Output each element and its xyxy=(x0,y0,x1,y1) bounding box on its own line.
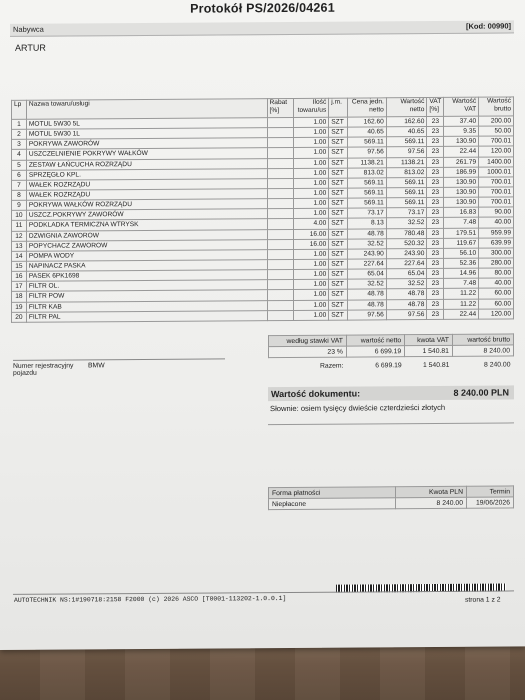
row-name: POKRYWA ZAWORÓW xyxy=(26,138,267,150)
row-vat-value: 7.48 xyxy=(444,278,479,288)
row-unit: SZT xyxy=(329,269,348,279)
row-gross: 50.00 xyxy=(479,126,514,136)
row-qty: 1.00 xyxy=(294,310,329,320)
row-unit: SZT xyxy=(329,127,348,137)
row-price: 569.11 xyxy=(348,178,387,188)
payment-amount-header: Kwota PLN xyxy=(396,486,467,497)
document-value-label: Wartość dokumentu: xyxy=(271,388,361,400)
row-price: 569.11 xyxy=(348,137,387,147)
row-vat-value: 179.51 xyxy=(444,228,479,238)
row-price: 243.90 xyxy=(348,249,387,259)
row-unit: SZT xyxy=(329,158,348,168)
row-vat-pct: 23 xyxy=(427,248,444,258)
row-price: 48.78 xyxy=(348,299,387,309)
row-lp: 13 xyxy=(12,241,27,251)
row-vat-pct: 23 xyxy=(427,289,444,299)
col-net: Wartość netto xyxy=(386,98,427,117)
row-unit: SZT xyxy=(329,208,348,218)
row-name: WAŁEK ROZRZĄDU xyxy=(26,189,267,201)
row-net: 569.11 xyxy=(386,177,427,187)
row-price: 97.56 xyxy=(348,147,387,157)
row-price: 48.78 xyxy=(348,289,387,299)
row-net: 48.78 xyxy=(386,289,427,299)
row-unit: SZT xyxy=(329,198,348,208)
row-vat-value: 14.96 xyxy=(444,268,479,278)
row-lp: 12 xyxy=(12,231,27,241)
row-vat-value: 130.90 xyxy=(444,197,479,207)
row-lp: 16 xyxy=(12,271,27,281)
row-rabat xyxy=(267,158,294,168)
row-gross: 700.01 xyxy=(479,177,514,187)
row-qty: 1.00 xyxy=(294,208,329,218)
col-rabat: Rabat [%] xyxy=(267,98,294,117)
row-vat-value: 261.79 xyxy=(444,157,479,167)
row-lp: 3 xyxy=(12,140,27,150)
row-name: POKRYWA WAŁKÓW ROZRZĄDU xyxy=(26,199,267,211)
row-net: 97.56 xyxy=(386,147,427,157)
row-gross: 120.00 xyxy=(479,146,514,156)
row-lp: 7 xyxy=(12,180,27,190)
row-rabat xyxy=(267,209,294,219)
summary-gross-header: wartość brutto xyxy=(452,334,513,345)
summary-net: 6 699.19 xyxy=(346,346,404,357)
payment-form-header: Forma płatności xyxy=(269,487,396,499)
row-qty: 1.00 xyxy=(294,300,329,310)
row-qty: 1.00 xyxy=(294,259,329,269)
row-name: POMPA WODY xyxy=(26,249,267,261)
row-qty: 4.00 xyxy=(294,219,329,229)
row-name: USZCZ.POKRYWY ZAWORÓW xyxy=(26,209,267,221)
row-net: 162.60 xyxy=(386,117,427,127)
row-vat-value: 22.44 xyxy=(444,147,479,157)
payment-form: Niepłacone xyxy=(269,498,396,510)
row-rabat xyxy=(267,188,294,198)
row-lp: 11 xyxy=(12,221,27,231)
row-unit: SZT xyxy=(329,117,348,127)
row-lp: 6 xyxy=(12,170,27,180)
col-price: Cena jedn. netto xyxy=(348,98,387,117)
row-vat-value: 9.35 xyxy=(444,126,479,136)
row-qty: 16.00 xyxy=(294,239,329,249)
summary-total-gross: 8 240.00 xyxy=(484,360,511,369)
row-name: ZESTAW ŁAŃCUCHA ROZRZĄDU xyxy=(26,158,267,170)
row-rabat xyxy=(267,310,294,320)
row-lp: 10 xyxy=(12,211,27,221)
row-rabat xyxy=(267,259,294,269)
row-gross: 700.01 xyxy=(479,197,514,207)
row-unit: SZT xyxy=(329,229,348,239)
row-price: 569.11 xyxy=(348,188,387,198)
row-vat-value: 11.22 xyxy=(444,299,479,309)
row-vat-value: 56.10 xyxy=(444,248,479,258)
row-net: 1138.21 xyxy=(386,157,427,167)
summary-gross: 8 240.00 xyxy=(452,345,513,356)
row-gross: 60.00 xyxy=(479,288,514,298)
row-name: PASEK 6PK1698 xyxy=(26,270,267,282)
table-row xyxy=(12,309,514,323)
registration-label: Numer rejestracyjny pojazdu xyxy=(13,362,74,377)
row-net: 569.11 xyxy=(386,137,427,147)
customer-code: [Kod: 00990] xyxy=(465,21,511,31)
row-price: 32.52 xyxy=(348,279,387,289)
row-vat-value: 130.90 xyxy=(444,187,479,197)
buyer-name: ARTUR xyxy=(15,42,46,53)
row-name: SPRZĘGŁO KPL. xyxy=(26,168,267,180)
registration-block xyxy=(13,358,225,376)
row-vat-pct: 23 xyxy=(427,258,444,268)
row-gross: 60.00 xyxy=(479,298,514,308)
row-rabat xyxy=(267,178,294,188)
row-net: 813.02 xyxy=(386,167,427,177)
row-vat-pct: 23 xyxy=(427,228,444,238)
row-vat-pct: 23 xyxy=(427,116,444,126)
row-rabat xyxy=(267,219,294,229)
vat-summary-table xyxy=(268,333,514,374)
row-qty: 1.00 xyxy=(294,269,329,279)
row-vat-value: 7.48 xyxy=(444,218,479,228)
payment-row xyxy=(269,497,514,510)
row-qty: 1.00 xyxy=(294,279,329,289)
row-unit: SZT xyxy=(329,289,348,299)
row-qty: 16.00 xyxy=(294,229,329,239)
row-vat-value: 22.44 xyxy=(444,309,479,319)
col-lp: Lp xyxy=(12,100,27,119)
row-qty: 1.00 xyxy=(294,127,329,137)
row-lp: 14 xyxy=(12,251,27,261)
row-lp: 1 xyxy=(12,119,27,129)
row-gross: 80.00 xyxy=(479,268,514,278)
row-gross: 40.00 xyxy=(479,217,514,227)
row-rabat xyxy=(267,138,294,148)
row-lp: 19 xyxy=(12,302,27,312)
row-rabat xyxy=(267,270,294,280)
row-gross: 300.00 xyxy=(479,248,514,258)
row-net: 227.64 xyxy=(386,258,427,268)
row-price: 569.11 xyxy=(348,198,387,208)
buyer-label: Nabywca xyxy=(13,24,44,34)
row-qty: 1.00 xyxy=(294,249,329,259)
row-vat-pct: 23 xyxy=(427,299,444,309)
row-lp: 20 xyxy=(12,312,27,322)
row-lp: 17 xyxy=(12,282,27,292)
col-vat-pct: VAT [%] xyxy=(427,97,444,116)
row-unit: SZT xyxy=(329,259,348,269)
document-value-amount: 8 240.00 PLN xyxy=(453,387,509,398)
row-qty: 1.00 xyxy=(294,178,329,188)
row-qty: 1.00 xyxy=(294,290,329,300)
row-name: USZCZELNIENIE POKRYWY WAŁKÓW xyxy=(26,148,267,160)
row-gross: 639.99 xyxy=(479,238,514,248)
row-lp: 4 xyxy=(12,150,27,160)
row-lp: 8 xyxy=(12,190,27,200)
row-vat-value: 130.90 xyxy=(444,177,479,187)
summary-rate: 23 % xyxy=(269,346,347,358)
row-rabat xyxy=(267,280,294,290)
row-vat-value: 186.99 xyxy=(444,167,479,177)
row-name: FILTR POW xyxy=(26,290,267,302)
row-price: 1138.21 xyxy=(348,157,387,167)
row-price: 162.60 xyxy=(348,117,387,127)
row-unit: SZT xyxy=(329,249,348,259)
summary-total-net: 6 699.19 xyxy=(375,361,402,369)
row-vat-pct: 23 xyxy=(427,167,444,177)
col-qty: Ilość towaru/us xyxy=(294,98,329,117)
items-body xyxy=(12,116,514,322)
row-qty: 1.00 xyxy=(294,117,329,127)
payment-amount: 8 240.00 xyxy=(396,497,467,508)
row-name: WAŁEK ROZRZĄDU xyxy=(26,178,267,190)
row-gross: 200.00 xyxy=(479,116,514,126)
row-net: 32.52 xyxy=(386,218,427,228)
row-gross: 959.99 xyxy=(479,227,514,237)
row-unit: SZT xyxy=(329,279,348,289)
row-price: 73.17 xyxy=(348,208,387,218)
row-unit: SZT xyxy=(329,137,348,147)
row-net: 48.78 xyxy=(386,299,427,309)
divider xyxy=(268,422,514,425)
row-name: NAPINACZ PASKA xyxy=(26,260,267,272)
row-rabat xyxy=(267,239,294,249)
summary-vat-header: kwota VAT xyxy=(405,334,453,345)
col-name: Nazwa towaru/usługi xyxy=(26,99,267,120)
summary-total-vat: 1 540.81 xyxy=(422,361,450,369)
row-gross: 280.00 xyxy=(479,258,514,268)
vat-summary-total-row xyxy=(269,356,514,374)
row-price: 8.13 xyxy=(348,218,387,228)
row-name: FILTR KAB xyxy=(26,300,267,312)
summary-rate-header: według stawki VAT xyxy=(269,335,347,347)
row-gross: 120.00 xyxy=(479,309,514,319)
row-price: 32.52 xyxy=(348,238,387,248)
row-vat-pct: 23 xyxy=(427,137,444,147)
row-qty: 1.00 xyxy=(294,148,329,158)
row-net: 569.11 xyxy=(386,188,427,198)
row-rabat xyxy=(267,117,294,127)
row-qty: 1.00 xyxy=(294,188,329,198)
row-unit: SZT xyxy=(329,239,348,249)
row-unit: SZT xyxy=(329,218,348,228)
row-lp: 9 xyxy=(12,200,27,210)
row-vat-value: 52.36 xyxy=(444,258,479,268)
row-unit: SZT xyxy=(329,147,348,157)
payment-term-header: Termin xyxy=(467,486,514,497)
row-qty: 1.00 xyxy=(294,158,329,168)
row-unit: SZT xyxy=(329,300,348,310)
document-title: Protokół PS/2026/04261 xyxy=(190,0,335,16)
row-vat-pct: 23 xyxy=(427,279,444,289)
row-vat-value: 16.83 xyxy=(444,207,479,217)
row-name: FILTR OL. xyxy=(26,280,267,292)
row-vat-pct: 23 xyxy=(427,198,444,208)
row-price: 48.78 xyxy=(348,228,387,238)
row-price: 97.56 xyxy=(348,309,387,319)
row-vat-pct: 23 xyxy=(427,187,444,197)
row-net: 569.11 xyxy=(386,198,427,208)
footer-software-info: AUTOTECHNIK NS:1#190718:2158 F2000 (c) 2026 ASCO [T0001-113202-1.0.0.1] xyxy=(14,595,287,604)
summary-net-header: wartość netto xyxy=(346,335,404,346)
document-value-bar xyxy=(268,385,514,401)
row-gross: 700.01 xyxy=(479,187,514,197)
row-vat-pct: 23 xyxy=(427,309,444,319)
row-rabat xyxy=(267,128,294,138)
row-name: FILTR PAL xyxy=(26,310,267,322)
row-price: 227.64 xyxy=(348,259,387,269)
row-vat-value: 37.40 xyxy=(444,116,479,126)
col-unit: j.m. xyxy=(329,98,348,117)
row-vat-pct: 23 xyxy=(427,238,444,248)
row-name: POPYCHACZ ZAWOROW xyxy=(26,239,267,251)
summary-total-label: Razem: xyxy=(320,362,344,370)
row-vat-value: 119.67 xyxy=(444,238,479,248)
row-name: MOTUL 5W30 1L xyxy=(26,128,267,140)
amount-in-words: Słownie: osiem tysięcy dwieście czterdzieści złotych xyxy=(270,402,446,414)
row-vat-pct: 23 xyxy=(427,177,444,187)
row-rabat xyxy=(267,199,294,209)
row-name: PODKLADKA TERMICZNA WTRYSK xyxy=(26,219,267,231)
row-gross: 1000.01 xyxy=(479,167,514,177)
row-net: 520.32 xyxy=(386,238,427,248)
row-rabat xyxy=(267,249,294,259)
row-rabat xyxy=(267,168,294,178)
row-rabat xyxy=(267,148,294,158)
row-qty: 1.00 xyxy=(294,198,329,208)
row-net: 97.56 xyxy=(386,309,427,319)
row-gross: 1400.00 xyxy=(479,156,514,166)
items-table xyxy=(11,96,514,322)
row-lp: 2 xyxy=(12,129,27,139)
row-lp: 15 xyxy=(12,261,27,271)
payment-table xyxy=(268,485,514,510)
registration-value: BMW xyxy=(88,362,105,370)
row-net: 780.48 xyxy=(386,228,427,238)
row-net: 243.90 xyxy=(386,248,427,258)
row-lp: 5 xyxy=(12,160,27,170)
row-unit: SZT xyxy=(329,310,348,320)
row-rabat xyxy=(267,229,294,239)
row-vat-pct: 23 xyxy=(427,208,444,218)
row-qty: 1.00 xyxy=(294,137,329,147)
row-vat-pct: 23 xyxy=(427,157,444,167)
row-gross: 40.00 xyxy=(479,278,514,288)
buyer-header-bar xyxy=(10,20,514,37)
row-unit: SZT xyxy=(329,168,348,178)
row-vat-value: 11.22 xyxy=(444,289,479,299)
row-price: 65.04 xyxy=(348,269,387,279)
row-unit: SZT xyxy=(329,188,348,198)
row-vat-value: 130.90 xyxy=(444,136,479,146)
row-price: 813.02 xyxy=(348,168,387,178)
col-vat-value: Wartość VAT xyxy=(444,97,479,116)
row-net: 32.52 xyxy=(386,279,427,289)
payment-term: 19/06/2026 xyxy=(467,497,514,508)
row-rabat xyxy=(267,300,294,310)
row-rabat xyxy=(267,290,294,300)
row-net: 73.17 xyxy=(386,208,427,218)
row-vat-pct: 23 xyxy=(427,269,444,279)
row-lp: 18 xyxy=(12,292,27,302)
summary-vat: 1 540.81 xyxy=(405,345,453,356)
row-vat-pct: 23 xyxy=(427,147,444,157)
row-gross: 700.01 xyxy=(479,136,514,146)
row-net: 65.04 xyxy=(386,269,427,279)
row-name: MOTUL 5W30 5L xyxy=(26,118,267,130)
row-vat-pct: 23 xyxy=(427,127,444,137)
row-gross: 90.00 xyxy=(479,207,514,217)
row-vat-pct: 23 xyxy=(427,218,444,228)
row-net: 40.65 xyxy=(386,127,427,137)
row-unit: SZT xyxy=(329,178,348,188)
col-gross: Wartość brutto xyxy=(479,97,514,116)
page-number: strona 1 z 2 xyxy=(465,596,501,604)
row-name: DZWIGNIA ZAWOROW xyxy=(26,229,267,241)
row-price: 40.65 xyxy=(348,127,387,137)
row-qty: 1.00 xyxy=(294,168,329,178)
